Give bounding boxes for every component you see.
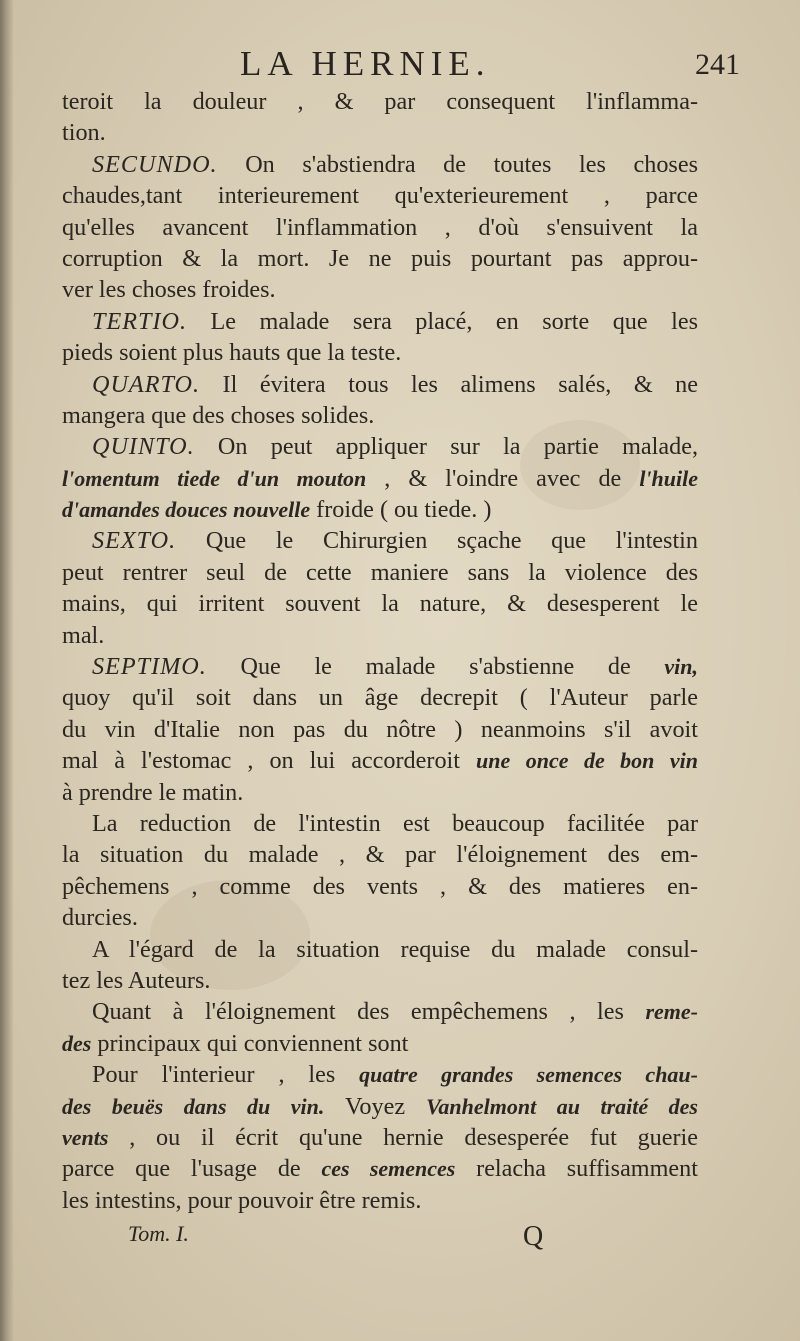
line-text: froide ( ou tiede. )	[310, 496, 492, 524]
text-line	[62, 212, 698, 243]
text-line	[62, 494, 698, 525]
text-line	[62, 557, 698, 588]
line-text: mal.	[62, 621, 105, 649]
text-line	[62, 337, 698, 368]
text-line	[62, 1185, 698, 1216]
text-line	[62, 149, 698, 180]
italic-text: des beuës dans du vin.	[62, 1093, 325, 1119]
italic-text: des	[62, 1030, 92, 1056]
text-line	[62, 180, 698, 211]
text-line	[62, 682, 698, 713]
text-line	[62, 243, 698, 274]
text-line	[62, 839, 698, 870]
line-text: Le malade sera placé, en sorte que les	[187, 307, 698, 335]
italic-text: Vanhelmont au traité des	[426, 1093, 698, 1119]
line-text: pieds soient plus hauts que la teste.	[62, 339, 402, 367]
text-line	[62, 934, 698, 965]
section-label: QUINTO.	[92, 433, 195, 461]
italic-text: l'huile	[639, 465, 698, 491]
line-text: qu'elles avancent l'inflammation , d'où s'ensuivent la	[62, 213, 698, 241]
signature-mark: Q	[523, 1221, 544, 1252]
line-text: les intestins, pour pouvoir être remis.	[62, 1186, 422, 1214]
text-line	[62, 369, 698, 400]
text-line	[62, 1028, 698, 1059]
text-line	[62, 588, 698, 619]
text-line	[62, 525, 698, 556]
text-line	[62, 117, 698, 148]
line-text: chaudes,tant interieurement qu'exterieurement , parce	[62, 182, 698, 210]
text-line	[62, 871, 698, 902]
text-line	[62, 965, 698, 996]
text-line	[62, 808, 698, 839]
line-text: la situation du malade , & par l'éloignement des em-	[62, 841, 698, 869]
line-text: peut rentrer seul de cette maniere sans la violence des	[62, 558, 698, 586]
italic-text: une once de bon vin	[476, 748, 698, 774]
line-text: A l'égard de la situation requise du malade consul-	[92, 935, 698, 963]
text-line	[62, 714, 698, 745]
text-line	[62, 745, 698, 776]
line-text: Pour l'interieur , les	[92, 1061, 360, 1089]
section-label: QUARTO.	[92, 370, 201, 398]
line-text: La reduction de l'intestin est beaucoup facilitée par	[92, 809, 698, 837]
page-number: 241	[695, 48, 740, 81]
line-text: Quant à l'éloignement des empêchemens , les	[92, 998, 646, 1026]
italic-text: reme-	[645, 999, 698, 1025]
line-text: quoy qu'il soit dans un âge decrepit ( l'Auteur parle	[62, 684, 698, 712]
line-text: tez les Auteurs.	[62, 966, 211, 994]
line-text: On peut appliquer sur la partie malade,	[194, 433, 698, 461]
line-text: durcies.	[62, 904, 138, 932]
page-binding-edge	[0, 0, 14, 1341]
text-line	[62, 431, 698, 462]
line-text: relacha suffisamment	[455, 1155, 698, 1183]
italic-text: vents	[62, 1124, 109, 1150]
text-line	[62, 400, 698, 431]
section-label: TERTIO.	[92, 307, 188, 335]
italic-text: ces semences	[321, 1156, 456, 1182]
line-text: pêchemens , comme des vents , & des matieres en-	[62, 872, 698, 900]
volume-mark: Tom. I.	[128, 1221, 189, 1246]
line-text: , ou il écrit qu'une hernie desesperée fut guerie	[108, 1123, 698, 1151]
text-line	[62, 996, 698, 1027]
page-header	[60, 44, 740, 90]
line-text: mal à l'estomac , on lui accorderoit	[62, 747, 476, 775]
text-line	[62, 902, 698, 933]
line-text: teroit la douleur , & par consequent l'inflamma-	[62, 88, 698, 115]
line-text: ver les choses froides.	[62, 276, 276, 304]
italic-text: d'amandes douces nouvelle	[62, 497, 311, 523]
section-label: SEXTO.	[92, 527, 177, 555]
text-line	[62, 1122, 698, 1153]
line-text: On s'abstiendra de toutes les choses	[217, 150, 698, 178]
italic-text: quatre grandes semences chau-	[359, 1062, 698, 1088]
text-line	[62, 651, 698, 682]
text-line	[62, 620, 698, 651]
body-text	[62, 86, 698, 1216]
text-line	[62, 274, 698, 305]
text-line	[62, 463, 698, 494]
section-label: SECUNDO.	[92, 150, 218, 178]
page-footer	[128, 1221, 558, 1261]
text-line	[62, 777, 698, 808]
running-title: LA HERNIE.	[240, 44, 491, 83]
line-text: à prendre le matin.	[62, 778, 244, 806]
section-label: SEPTIMO.	[92, 653, 207, 681]
line-text: mangera que des choses solides.	[62, 401, 375, 429]
line-text: Que le malade s'abstienne de	[206, 653, 665, 681]
italic-text: vin,	[664, 654, 698, 680]
line-text: tion.	[62, 119, 106, 147]
text-line	[62, 1091, 698, 1122]
line-text: corruption & la mort. Je ne puis pourtant pas approu-	[62, 244, 698, 272]
text-line	[62, 306, 698, 337]
line-text: principaux qui conviennent sont	[91, 1029, 409, 1057]
line-text: du vin d'Italie non pas du nôtre ) neanmoins s'il avoit	[62, 715, 698, 743]
italic-text: l'omentum tiede d'un mouton	[62, 465, 367, 491]
text-line	[62, 86, 698, 117]
line-text: mains, qui irritent souvent la nature, & desesperent le	[62, 590, 698, 618]
line-text: , & l'oindre avec de	[366, 464, 640, 492]
text-line	[62, 1059, 698, 1090]
line-text: Que le Chirurgien sçache que l'intestin	[176, 527, 698, 555]
text-line	[62, 1153, 698, 1184]
line-text: Il évitera tous les alimens salés, & ne	[200, 370, 698, 398]
line-text: parce que l'usage de	[62, 1155, 322, 1183]
line-text: Voyez	[324, 1092, 427, 1120]
